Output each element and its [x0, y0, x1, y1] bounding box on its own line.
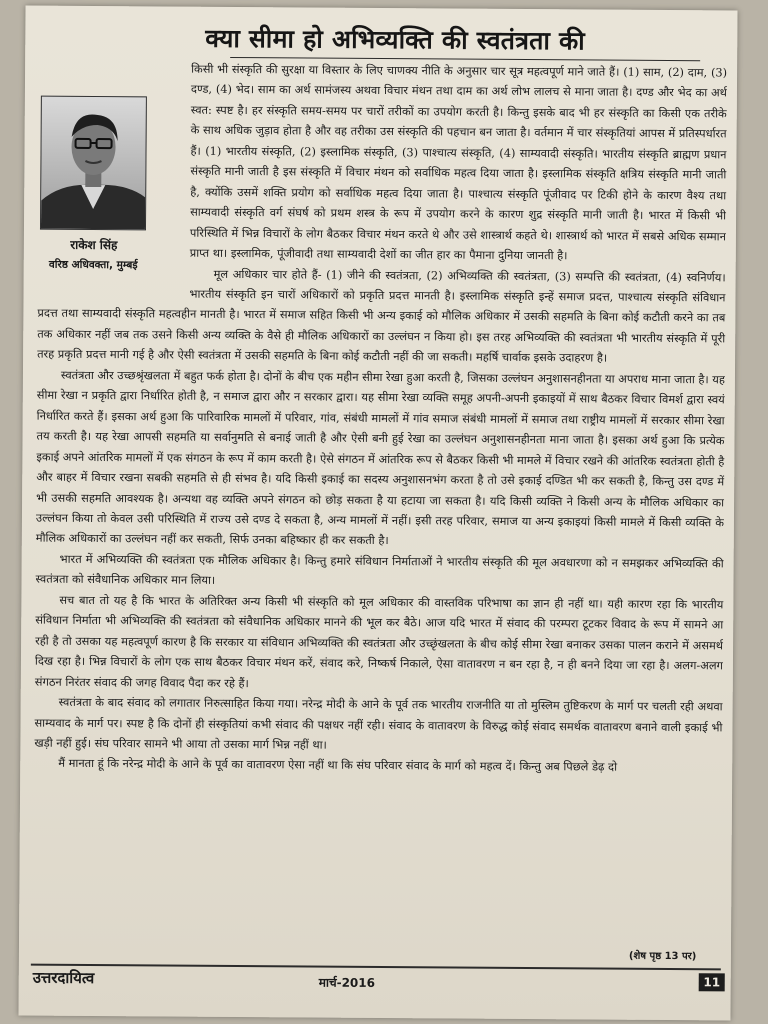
- page-number: 11: [699, 973, 725, 991]
- issue-date: मार्च-2016: [318, 975, 376, 990]
- continued-note: (शेष पृष्ठ 13 पर): [628, 950, 697, 963]
- paragraph: भारत में अभिव्यक्ति की स्वतंत्रता एक मौलिक अधिकार है। किन्तु हमारे संविधान निर्माताओं ने भारतीय संस्कृति की मूल अवधारणा को न समझकर अभिव्यक्ति की स्वतंत्रता को संवैधानिक अधिकार मान लिया।: [35, 551, 724, 588]
- paragraph: मूल अधिकार चार होते हैं- (1) जीने की स्वतंत्रता, (2) अभिव्यक्ति की स्वतंत्रता, (3) सम्पत्ति की स्वतंत्रता, (4) स्वनिर्णय। भारतीय संस्कृति इन चारों अधिकारों को प्रकृति प्रदत्त मानती है। इस्लामिक संस्कृति इन्हें समाज प्रदत्त, पाश्चात्य संस्कृति संविधान प्रदत्त तथा साम्यवादी संस्कृति महत्वहीन मानती है। भारत में समाज सहित किसी भी अन्य इकाई को मौलिक अधिकार में उसकी सहमति के बिना कोई कटौती करने का तब तक अधिकार नहीं जब तक उसने किसी अन्य व्यक्ति के वैसे ही मौलिक अधिकारों का उल्लंघन न किया हो। इस तरह अभिव्यक्ति की स्वतंत्रता भी भारतीय संस्कृति में पूरी तरह प्रकृति प्रदत्त मानी गई है और ऐसी स्वतंत्रता में उसकी सहमति के बिना कोई कटौती नहीं की जा सकती। महर्षि चार्वाक इसके उदाहरण है।: [37, 266, 726, 365]
- paragraph: किसी भी संस्कृति की सुरक्षा या विस्तार के लिए चाणक्य नीति के अनुसार चार सूत्र महत्वपूर्ण माने जाते हैं। (1) साम, (2) दाम, (3) दण्ड, (4) भेद। साम का अर्थ सामंजस्य अथवा विचार मंथन तथा दाम का अर्थ लोभ लालच से माना जाता है। दण्ड और भेद का अर्थ स्वत: स्पष्ट है। हर संस्कृति समय-समय पर चारों तरीकों का उपयोग करती है। किन्तु इसके बाद भी हर संस्कृति का किसी एक तरीके के साथ अधिक जुड़ाव होता है और वह तरीका उस संस्कृति की पहचान बन जाता है। वर्तमान में चार संस्कृतियां आपस में प्रतिस्पर्धारत हैं। (1) भारतीय संस्कृति, (2) इस्लामिक संस्कृति, (3) पाश्चात्य संस्कृति, (4) साम्यवादी संस्कृति। भारतीय संस्कृति ब्राह्मण प्रधान संस्कृति मानी जाती है इस संस्कृति में विचार मंथन को सर्वाधिक महत्व दिया जाता है। इस्लामिक संस्कृति क्षत्रिय संस्कृति मानी जाती है, क्योंकि उसमें शक्ति प्रयोग को सर्वाधिक महत्व दिया जाता है। पाश्चात्य संस्कृति पूंजीवाद पर टिकी होने के कारण वैश्य तथा साम्यवादी संस्कृति वर्ग संघर्ष को प्रथम शस्त्र के रूप में उपयोग करने के कारण शुद्र संस्कृति मानी जाती है। भारत में किसी भी परिस्थिति में भिन्न विचारों के लोग बैठकर विचार मंथन करते थे और उसे शास्त्रार्थ कहते थे। शास्त्रार्थ को भारत में सबसे अधिक सम्मान प्राप्त था। इस्लामिक, पूंजीवादी तथा साम्यवादी देशों का जीत हार का पैमाना दुनिया जानती है।: [189, 61, 728, 263]
- paragraph: स्वतंत्रता और उच्छश्रृंखलता में बहुत फर्क होता है। दोनों के बीच एक महीन सीमा रेखा हुआ करती है, जिसका उल्लंघन अनुशासनहीनता या अपराध माना जाता है। यह सीमा रेखा न प्रकृति द्वारा निर्धारित होती है, न समाज द्वारा और न सरकार द्वारा। यह सीमा रेखा व्यक्ति समूह अपनी-अपनी इकाइयों में साथ बैठकर विचार विमर्श द्वारा स्वयं निर्धारित करते हैं। इसका अर्थ हुआ कि पारिवारिक मामलों में परिवार, गांव, संबंधी मामलों में गांव समाज संबंधी मामलों में समाज तथा राष्ट्रीय मामलों में सरकार सीमा रेखा तय करती है। यह रेखा आपसी सहमति या सर्वानुमति से बनाई जाती है और ऐसी बनी हुई रेखा का उल्लंघन अनुशासनहीनता माना जाता है। इसका अर्थ हुआ कि प्रत्येक इकाई अपने आंतरिक मामलों में एक संगठन के रूप में काम करती है। ऐसे संगठन में आंतरिक रूप से बैठकर किसी भी मामले में विचार रखने की आंतरिक स्वतंत्रता होती है और बाहर में विचार रखना सबकी सहमति से ही संभव है। यदि किसी इकाई का सदस्य अनुशासनभंग करता है तो उसे इकाई दण्डित भी कर सकती है, किन्तु उस दण्ड में भी उसकी सहमति आवश्यक है। अन्यथा वह व्यक्ति अपने संगठन को छोड़ सकता है या हटाया जा सकता है। यदि किसी व्यक्ति ने किसी अन्य के मौलिक अधिकार का उल्लंघन किया तो केवल उसी परिस्थिति में राज्य उसे दण्ड दे सकता है, अन्य मामलों में नहीं। इसी तरह परिवार, समाज या अन्य इकाइयां किसी मामले में किसी व्यक्ति के मौलिक अधिकारों का उल्लंघन नहीं कर सकती, सिर्फ उनका बहिष्कार ही कर सकती है।: [35, 367, 725, 548]
- article-title: क्या सीमा हो अभिव्यक्ति की स्वतंत्रता की: [205, 23, 586, 56]
- article-body: [33, 58, 727, 953]
- paragraph: सच बात तो यह है कि भारत के अतिरिक्त अन्य किसी भी संस्कृति को मूल अधिकार की वास्तविक परिभाषा का ज्ञान ही नहीं था। यही कारण रहा कि भारतीय संविधान निर्माता भी अभिव्यक्ति की स्वतंत्रता को संवैधानिक अधिकार मानने की भूल कर बैठे। आज यदि भारत में संवाद की परम्परा टूटकर विवाद के रूप में सामने आ रही है तो उसका यह महत्वपूर्ण कारण है कि सरकार या संविधान अभिव्यक्ति की स्वतंत्रता और उच्छृंखलता के बीच कोई सीमा रेखा बनाकर उसका पालन कराने में असमर्थ दिख रहा है। भिन्न विचारों के लोग एक साथ बैठकर विचार मंथन करें, संवाद करे, निष्कर्ष निकाले, ऐसा वातावरण न बन रहा है, न ही बनने दिया जा रहा है। अलग-अलग संगठन निरंतर संवाद की जगह विवाद पैदा कर रहे हैं।: [34, 592, 724, 690]
- photo-wrap-spacer: [38, 58, 192, 291]
- author-name: राकेश सिंह: [70, 237, 118, 253]
- paragraph: मैं मानता हूं कि नरेन्द्र मोदी के आने के पूर्व का वातावरण ऐसा नहीं था कि संघ परिवार संवाद के मार्ग को महत्व दें। किन्तु अब पिछले डेढ़ दो: [58, 756, 618, 775]
- paragraph: स्वतंत्रता के बाद संवाद को लगातार निरुत्साहित किया गया। नरेन्द्र मोदी के आने के पूर्व तक भारतीय राजनीति या तो मुस्लिम तुष्टिकरण के मार्ग पर चलती रही अथवा साम्यवाद के मार्ग पर। स्पष्ट है कि दोनों ही संस्कृतियां कभी संवाद की पक्षधर नहीं रही। संवाद के वातावरण के विरुद्ध कोई संवाद समर्थक वातावरण बनाने वाली इकाई भी खड़ी नहीं हुई। संघ परिवार सामने भी आया तो उसका मार्ग भिन्न नहीं था।: [34, 694, 723, 752]
- magazine-name: उत्तरदायित्व: [32, 968, 95, 988]
- author-role: वरिष्ठ अधिवक्ता, मुम्बई: [48, 258, 138, 272]
- magazine-page: [18, 6, 737, 1021]
- footer-divider: [31, 964, 721, 970]
